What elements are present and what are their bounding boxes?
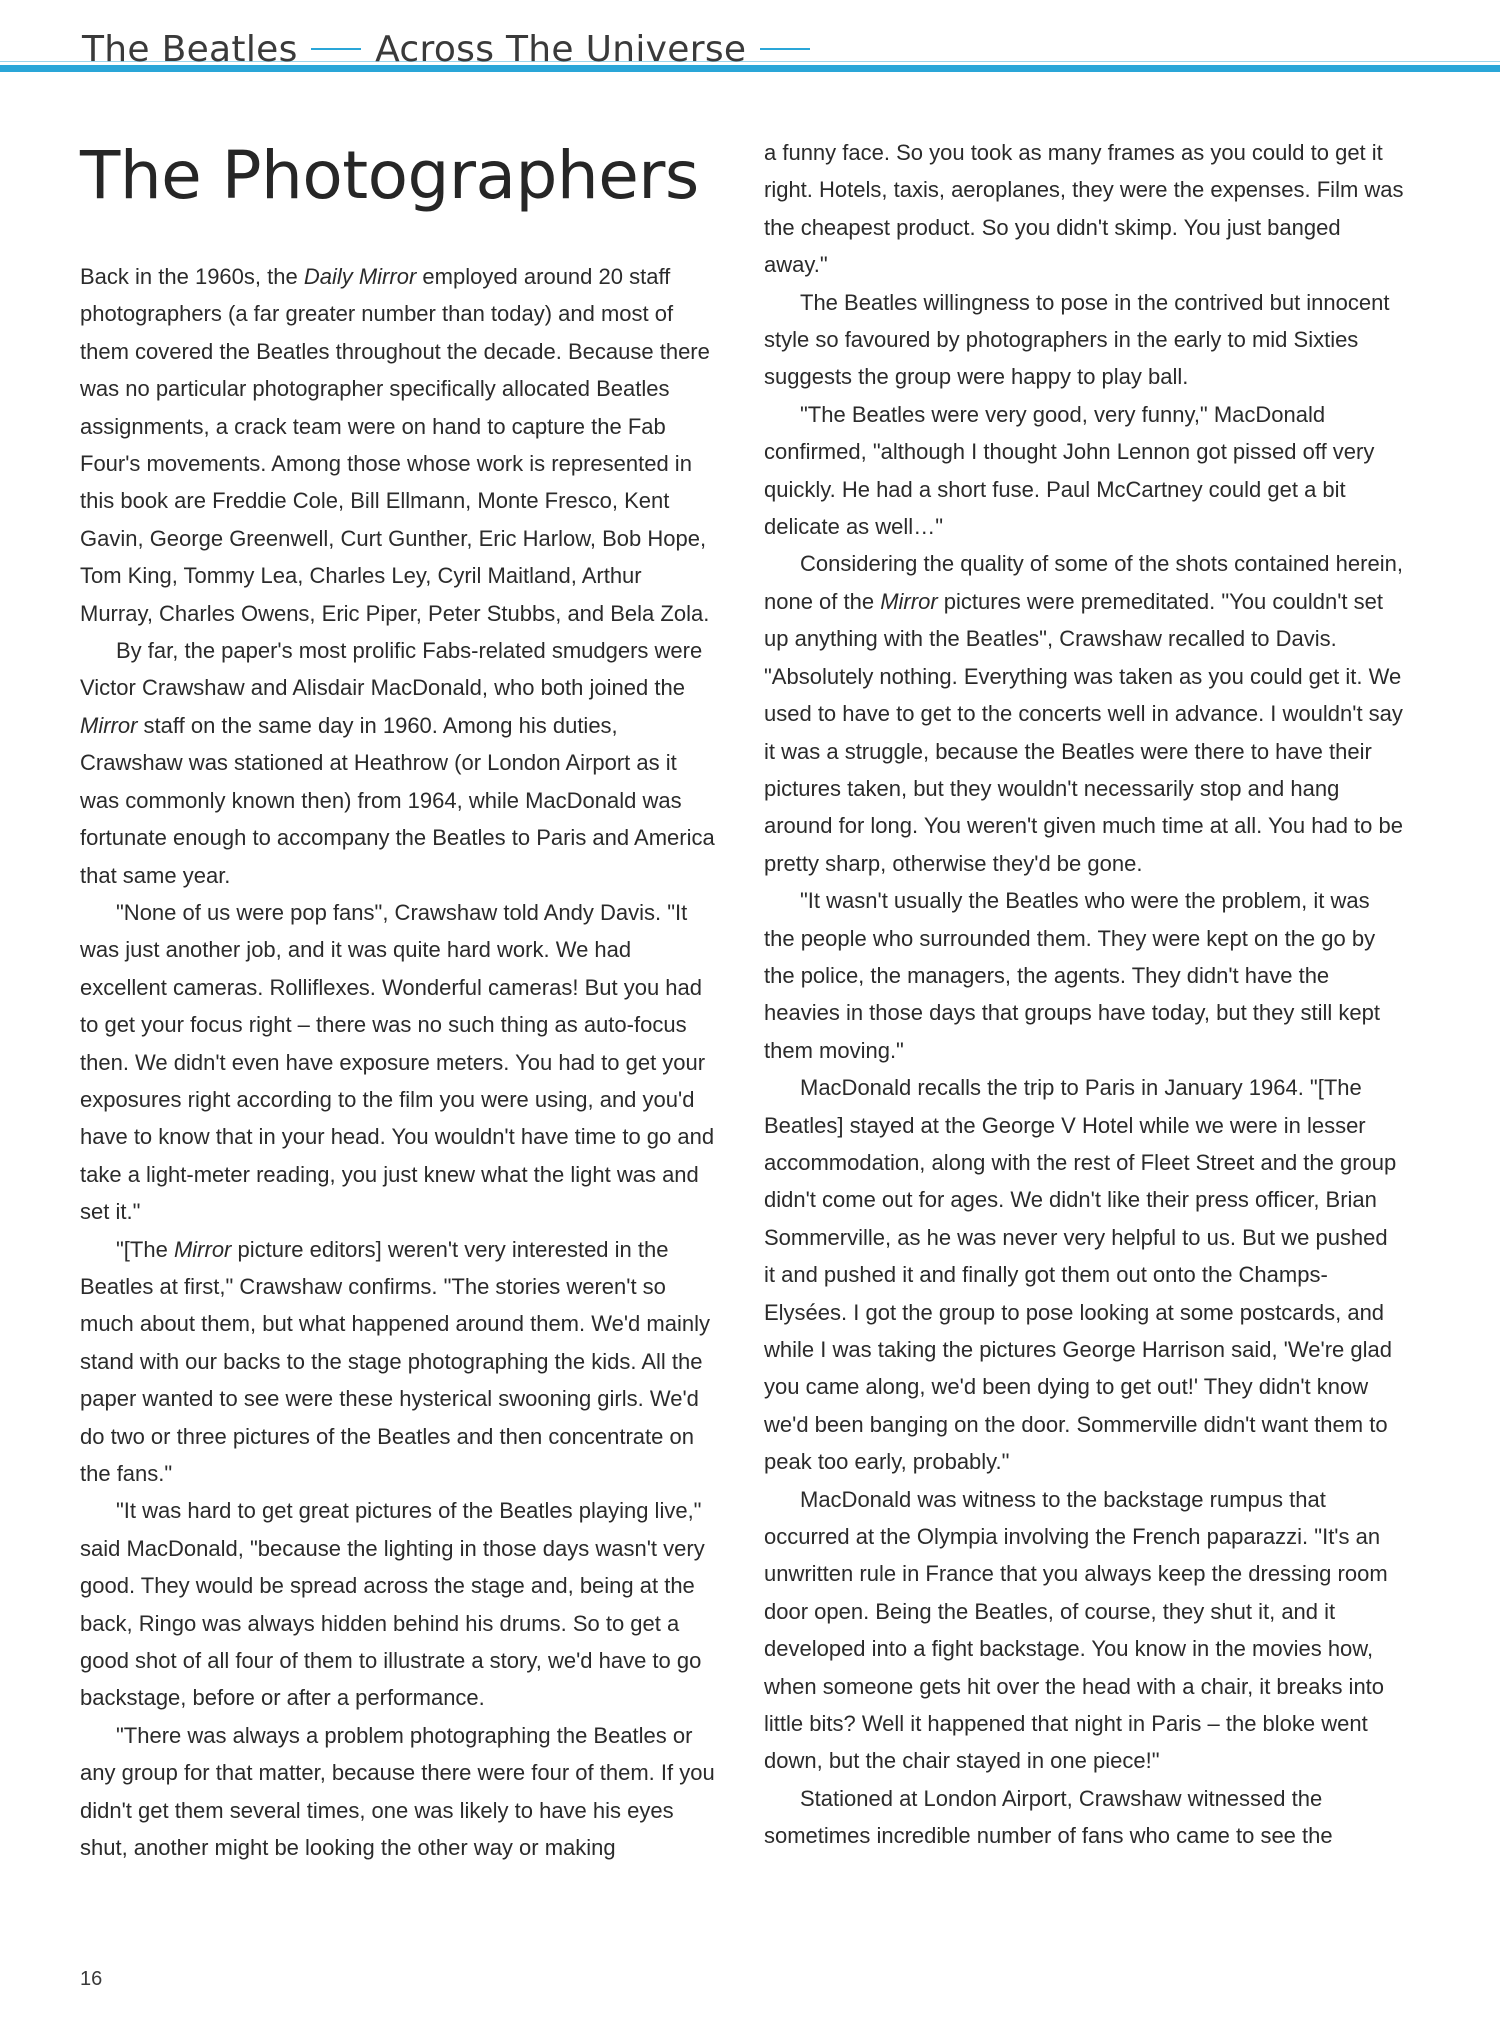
paragraph-6: "There was always a problem photographing the Beatles or any group for that matter, because there were four of them. If you didn't get them several times, one was likely to have his eyes shut, another might be looking the other way or making	[80, 1722, 715, 1861]
paragraph-9: "The Beatles were very good, very funny," MacDonald confirmed, "although I thought John Lennon got pissed off very quickly. He had a short fuse. Paul McCartney could get a bit delicate as well…"	[764, 401, 1375, 540]
paragraph-10: Considering the quality of some of the shots contained herein, none of the Mirror pictures were premeditated. "You couldn't set up anything with the Beatles", Crawshaw recalled to Davis. "Absolutely nothing. Everything was taken as you could get it. We used to have to get to the concerts well in advance. I wouldn't say it was a struggle, because the Beatles were there to have their pictures taken, but they wouldn't necessarily stop and hang around for long. You weren't given much time at all. You had to be pretty sharp, otherwise they'd be gone.	[764, 551, 1403, 876]
article-column-right	[764, 134, 1404, 1855]
paragraph-14: Stationed at London Airport, Crawshaw witnessed the sometimes incredible number of fans who came to see the	[764, 1785, 1333, 1849]
paragraph-2: By far, the paper's most prolific Fabs-related smudgers were Victor Crawshaw and Alisdair MacDonald, who both joined the Mirror staff on the same day in 1960. Among his duties, Crawshaw was stationed at Heathrow (or London Airport as it was commonly known then) from 1964, while MacDonald was fortunate enough to accompany the Beatles to Paris and America that same year.	[80, 638, 715, 888]
header-dash-1	[311, 48, 361, 50]
paragraph-13: MacDonald was witness to the backstage rumpus that occurred at the Olympia involving the French paparazzi. "It's an unwritten rule in France that you always keep the dressing room door open. Being the Beatles, of course, they shut it, and it developed into a fight backstage. You know in the movies how, when someone gets hit over the head with a chair, it breaks into little bits? Well it happened that night in Paris – the bloke went down, but the chair stayed in one piece!"	[764, 1486, 1388, 1774]
page-number: 16	[80, 1968, 103, 1990]
header-dash-2	[760, 48, 810, 50]
paragraph-1: Back in the 1960s, the Daily Mirror employed around 20 staff photographers (a far greater number than today) and most of them covered the Beatles throughout the decade. Because there was no particular photographer specifically allocated Beatles assignments, a crack team were on hand to capture the Fab Four's movements. Among those whose work is represented in this book are Freddie Cole, Bill Ellmann, Monte Fresco, Kent Gavin, George Greenwell, Curt Gunther, Eric Harlow, Bob Hope, Tom King, Tommy Lea, Charles Ley, Cyril Maitland, Arthur Murray, Charles Owens, Eric Piper, Peter Stubbs, and Bela Zola.	[80, 264, 710, 626]
running-header-title	[82, 28, 812, 72]
paragraph-11: "It wasn't usually the Beatles who were the problem, it was the people who surrounded them. They were kept on the go by the police, the managers, the agents. They didn't have the heavies in those days that groups have today, but they still kept them moving."	[764, 888, 1380, 1063]
paragraph-5: "It was hard to get great pictures of the Beatles playing live," said MacDonald, "because the lighting in those days wasn't very good. They would be spread across the stage and, being at the back, Ringo was always hidden behind his drums. So to get a good shot of all four of them to illustrate a story, we'd have to go backstage, before or after a performance.	[80, 1498, 705, 1711]
paragraph-8: The Beatles willingness to pose in the contrived but innocent style so favoured by photographers in the early to mid Sixties suggests the group were happy to play ball.	[764, 289, 1390, 390]
article-column-left	[80, 132, 720, 1866]
paragraph-3: "None of us were pop fans", Crawshaw told Andy Davis. "It was just another job, and it was quite hard work. We had excellent cameras. Rolliflexes. Wonderful cameras! But you had to get your focus right – there was no such thing as auto-focus then. We didn't even have exposure meters. You had to get your exposures right according to the film you were using, and you'd have to know that in your head. You wouldn't have time to go and take a light-meter reading, you just knew what the light was and set it."	[80, 899, 715, 1225]
running-header	[0, 28, 1500, 72]
header-band-name: The Beatles	[82, 29, 298, 70]
paragraph-4: "[The Mirror picture editors] weren't very interested in the Beatles at first," Crawshaw confirms. "The stories weren't so much about them, but what happened around them. We'd mainly stand with our backs to the stage photographing the kids. All the paper wanted to see were these hysterical swooning girls. We'd do two or three pictures of the Beatles and then concentrate on the fans."	[80, 1236, 710, 1486]
paragraph-7: a funny face. So you took as many frames as you could to get it right. Hotels, taxis, aeroplanes, they were the expenses. Film was the cheapest product. So you didn't skimp. You just banged away."	[764, 140, 1404, 278]
header-book-title: Across The Universe	[375, 29, 747, 70]
article-headline: The Photographers	[80, 137, 699, 214]
paragraph-12: MacDonald recalls the trip to Paris in January 1964. "[The Beatles] stayed at the George V Hotel while we were in lesser accommodation, along with the rest of Fleet Street and the group didn't come out for ages. We didn't like their press officer, Brian Sommerville, as he was never very helpful to us. But we pushed it and pushed it and finally got them out onto the Champs-Elysées. I got the group to pose looking at some postcards, and while I was taking the pictures George Harrison said, 'We're glad you came along, we'd been dying to get out!' They didn't know we'd been banging on the door. Sommerville didn't want them to peak too early, probably."	[764, 1075, 1397, 1475]
